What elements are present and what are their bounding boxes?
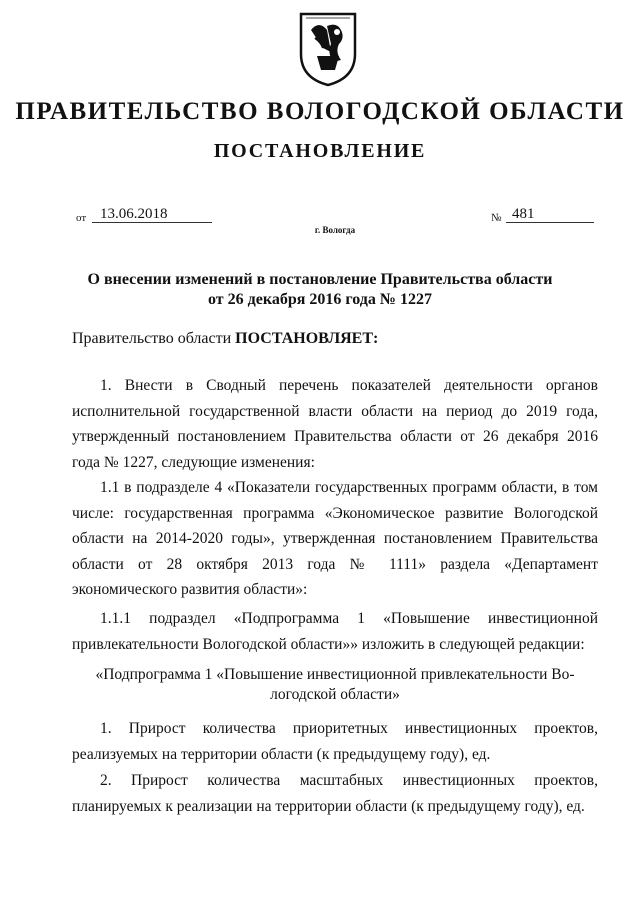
paragraph-1-1-1: 1.1.1 подраздел «Подпрограмма 1 «Повышение инвестиционной привлекательности Вологодской области»» изложить в следующей редакции: [72,610,598,653]
indicator-item-2: 2. Прирост количества масштабных инвестиционных проектов, планируемых к реализации на территории области (к предыдущему году), ед. [72,772,598,815]
decree-statement [72,330,378,348]
paragraph-1-1: 1.1 в подразделе 4 «Показатели государственных программ области, в том числе: государственная программа «Экономическое развитие Вологодской области на 2014-2020 годы», утвержденная постановлением Правительства области от 28 октября 2013 года № 1111» раздела «Департамент экономического развития области»: [72,479,598,598]
document-date: 13.06.2018 [92,206,212,223]
subprogram-heading-line-1: «Подпрограмма 1 «Повышение инвестиционной привлекательности Во- [95,666,575,683]
subprogram-heading-line-2: логодской области» [270,686,400,703]
number-prefix: № [491,212,502,224]
decree-prefix: Правительство области [72,330,236,347]
government-title: ПРАВИТЕЛЬСТВО ВОЛОГОДСКОЙ ОБЛАСТИ [15,98,625,125]
decree-verb: ПОСТАНОВЛЯЕТ: [235,330,379,347]
document-number: 481 [506,206,594,223]
document-subject [0,270,640,310]
subject-line-1: О внесении изменений в постановление Правительства области [87,271,553,288]
city-label: г. Вологда [314,225,356,235]
date-prefix: от [76,212,87,224]
indicator-item-1: 1. Прирост количества приоритетных инвестиционных проектов, реализуемых на территории области (к предыдущему году), ед. [72,720,598,763]
paragraph-1: 1. Внести в Сводный перечень показателей деятельности органов исполнительной государственной власти области на период до 2019 года, утвержденный постановлением Правительства области от 26 декабря 2016 года № 1227, следующие изменения: [72,377,598,471]
coat-of-arms-icon [297,8,359,88]
document-type: ПОСТАНОВЛЕНИЕ [213,140,427,162]
subprogram-heading [72,665,598,705]
subject-line-2: от 26 декабря 2016 года № 1227 [208,291,432,308]
